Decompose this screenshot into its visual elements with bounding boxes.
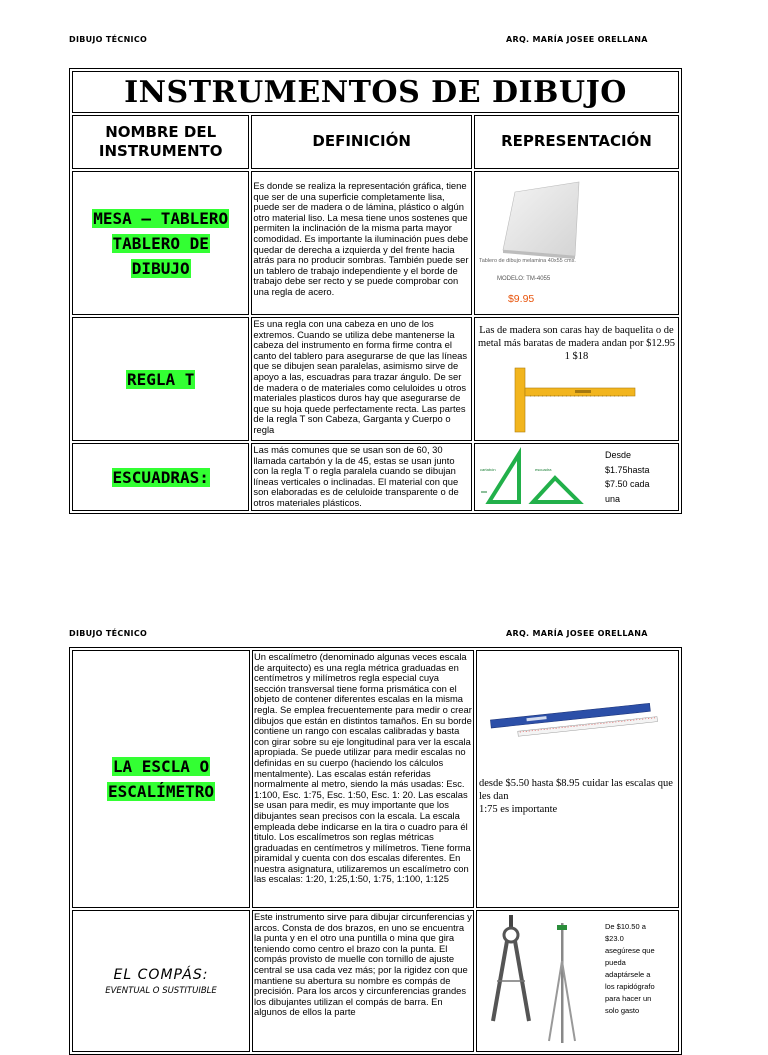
name-subtitle: EVENTUAL O SUSTITUIBLE [105,985,217,996]
price-note: Las de madera son caras hay de baquelita o de metal más baratas de madera andan por $12.95 1 $18 [477,325,676,362]
price-line: pueda [605,958,626,967]
representation-compas [476,910,679,1052]
representation-escalimetro [476,650,679,908]
instrument-name-mesa [72,171,249,315]
price-line: $23.0 [605,934,624,943]
representation-regla-t [474,317,679,441]
page-title: INSTRUMENTOS DE DIBUJO [72,71,679,113]
representation-escuadras [474,443,679,511]
price-line: asegúrese que [605,946,655,955]
price-line: adaptársele a [605,970,651,979]
price-line: los rapidógrafo [605,982,655,991]
price-line: para hacer un [605,994,652,1003]
name-line: TABLERO DE [112,233,209,253]
price-line: solo gasto [605,1006,640,1015]
price-range [479,777,677,816]
definition-regla-t: Es una regla con una cabeza en uno de los extremos. Cuando se utiliza debe mantenerse la cabeza del instrumento en forma firme contra el canto del tablero para asegurarse de que las líneas que se dibujen sean paralelas, asimismo sirve de apoyo a las, escuadras para trazar ángulo. De ser de madera o de materiales como celuloides u otros materiales plasticos duros hay que asegurarse de que su hoja quede perfectamente recta. Las partes de la regla T son Cabeza, Garganta y Cuerpo o regla [251,317,472,441]
header-author: ARQ. MARÍA JOSEE ORELLANA [506,629,648,638]
price-line: Desde [604,450,631,460]
instruments-table-page2 [69,647,682,1055]
name-line: DIBUJO [131,258,190,278]
product-caption: Tablero de dibujo melamina 40x55 cms. [478,258,576,264]
name-line: REGLA T [126,369,195,389]
price-line: $1.75hasta [604,464,650,475]
instrument-name-compas [72,910,250,1052]
price-range [605,448,650,506]
instruments-table-page1 [69,68,682,514]
name-line: EL COMPÁS: [113,966,209,983]
name-line: ESCALÍMETRO [108,782,214,801]
name-line: ESCUADRAS: [112,467,209,487]
drawing-board-image [475,172,678,314]
set-squares-image [475,444,595,510]
representation-mesa [474,171,679,315]
name-line: LA ESCLA O [112,757,210,776]
price-line: desde $5.50 hasta $8.95 cuidar las escalas que les dan [479,778,673,802]
header-author: ARQ. MARÍA JOSEE ORELLANA [506,35,648,44]
label-escuadra: escuadra [534,467,552,472]
price-line: una [604,493,620,504]
column-header-name: NOMBRE DEL INSTRUMENTO [72,115,249,169]
definition-escuadras: Las más comunes que se usan son de 60, 30 llamada cartabón y la de 45, estas se usan junto con la regla T o regla paralela cuando se dibujan líneas verticales o inclinadas. El material con que son elaboradas es de celuloide transparente o de otros materiales plásticos. [251,443,472,511]
price-line: 1:75 es importante [479,804,558,815]
product-model: MODELO: TM-4055 [496,276,551,282]
t-square-image [475,362,678,441]
definition-escalimetro: Un escalímetro (denominado algunas veces escala de arquitecto) es una regla métrica graduadas en centímetros y milímetros regla especial cuya sección transversal tiene forma prismática con el objeto de contener diferentes escalas en la misma regla. Se emplea frecuentemente para medir o crear dibujos que están en distintos tamaños. En su borde contiene un rango con escalas calibradas y basta con girar sobre su eje longitudinal para ver la escala apropiada. Se puede utilizar para medir escalas no definidas en su cuerpo (haciendo los cálculos mentalmente). Las escalas están referidas normalmente al metro, siendo la más usadas: Esc. 1:100, Esc. 1:75, Esc. 1:50, Esc. 1: 20. Las escalas se usan para medir, es muy importante que los dibujantes sean precisos con la escala. La escala empleada debe indicarse en la tira o cuadro para él titulo. Los escalímetros son reglas métricas graduadas en centímetros y milímetros. Tiene forma piramidal y cuenta con dos escalas diferentes. En nuestra asignatura, utilizaremos un escalímetro con las escalas: 1:20, 1:25,1:50, 1:75, 1:100, 1:125 [252,650,474,908]
column-header-representation: REPRESENTACIÓN [474,115,679,169]
instrument-name-regla-t [72,317,249,441]
price-line: $7.50 cada [604,479,650,489]
column-header-definition: DEFINICIÓN [251,115,472,169]
price-range [605,921,655,1017]
compass-image [477,911,597,1051]
product-price: $9.95 [507,293,535,305]
header-course: DIBUJO TÉCNICO [69,35,148,44]
definition-mesa: Es donde se realiza la representación gráfica, tiene que ser de una superficie completamente lisa, puede ser de madera o de lámina, plástico o algún otro material liso. La mesa tiene unos sostenes que permiten la inclinación de la misma parta mayor comodidad. Es importante la iluminación pues debe quedar de derecha a izquierda y del frente hacia atrás para no producir sombras. También puede ser un tablero de trabajo independiente y el borde de trabajo debe ser recto y se puede comprobar con una regla de acero. [251,171,472,315]
scale-ruler-image [477,651,679,751]
definition-compas: Este instrumento sirve para dibujar circunferencias y arcos. Consta de dos brazos, en uno se encuentra la punta y en el otro una puntilla o mina que gira teniendo como centro el brazo con la punta. El compás provisto de muelle con tornillo de ajuste central se usa cada vez más; por la rigidez con que mantiene su abertura su nombre es compás de precisión. Para los arcos y circunferencias grandes los dibujantes utilizan el compás de barra. En algunos de ellos la parte [252,910,474,1052]
instrument-name-escalimetro [72,650,250,908]
label-cartabon: cartabón [479,467,496,472]
price-line: De $10.50 a [605,922,646,931]
name-line: MESA – TABLERO [93,208,229,228]
header-course: DIBUJO TÉCNICO [69,629,148,638]
instrument-name-escuadras [72,443,249,511]
